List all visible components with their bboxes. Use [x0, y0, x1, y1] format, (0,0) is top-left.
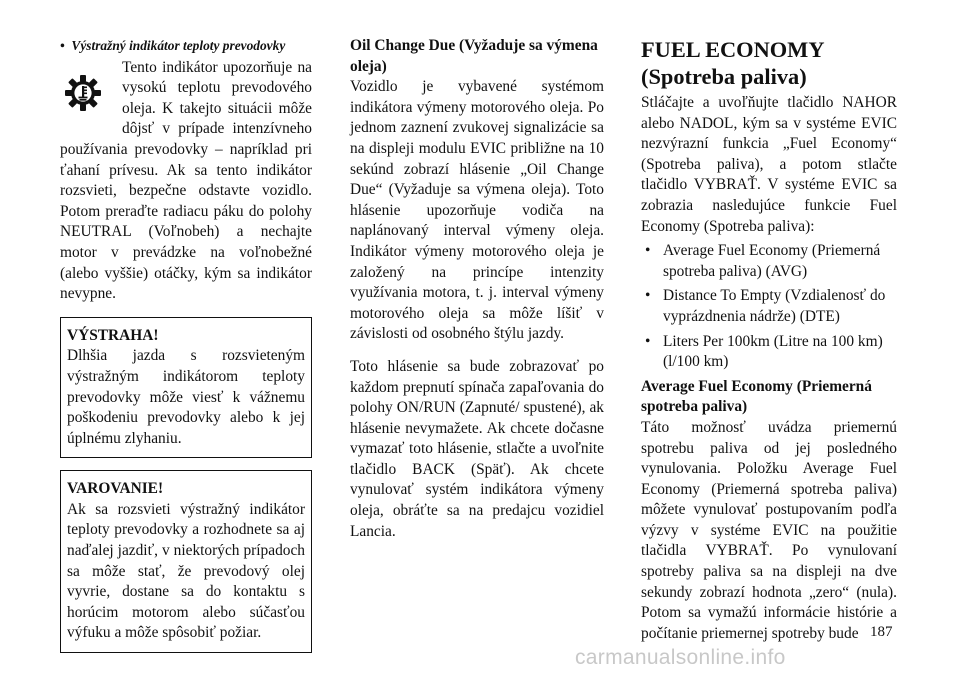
- page-number: 187: [870, 624, 893, 640]
- transmission-warning-title: Výstražný indikátor teploty prevodovky: [71, 38, 286, 53]
- caution-text: Ak sa rozsvieti výstražný indikátor teploty prevodovky a rozhodnete sa aj naďalej jazdiť, v niektorých prípadoch sa môže stať, že prevodový olej vyvrie, dostane sa do kontaktu s horúcim motorom alebo súčasťou výfuku a môže spôsobiť požiar.: [67, 500, 305, 642]
- transmission-temperature-icon: [60, 58, 122, 134]
- middle-column: [350, 36, 604, 542]
- list-item: • Average Fuel Economy (Priemerná spotreba paliva) (AVG): [641, 241, 897, 282]
- watermark: carmanualsonline.info: [575, 646, 786, 669]
- fuel-economy-intro: Stláčajte a uvoľňujte tlačidlo NAHOR alebo NADOL, kým sa v systéme EVIC nezvýrazní funkcia „Fuel Economy“ (Spotreba paliva), a potom stlačte tlačidlo VYBRAŤ. V systéme EVIC sa zobrazia nasledujúce funkcie Fuel Economy (Spotreba paliva):: [641, 94, 897, 235]
- caution-title: VAROVANIE!: [67, 480, 164, 498]
- bullet-symbol: •: [60, 38, 65, 53]
- caution-box: [60, 470, 312, 653]
- warning-box: [60, 317, 312, 459]
- bullet-heading: [60, 36, 312, 57]
- left-column: [60, 36, 312, 653]
- warning-text: Dlhšia jazda s rozsvieteným výstražným indikátorom teploty prevodovky môže viesť k vážnemu poškodeniu prevodovky alebo k jej úplnému zlyhaniu.: [67, 347, 305, 447]
- fuel-economy-heading: FUEL ECONOMY (Spotreba paliva): [641, 37, 824, 89]
- fuel-economy-list: [641, 241, 897, 373]
- average-fuel-economy-heading: Average Fuel Economy (Priemerná spotreba paliva): [641, 377, 872, 416]
- oil-change-heading: Oil Change Due (Vyžaduje sa výmena oleja): [350, 37, 598, 75]
- list-item: • Liters Per 100km (Litre na 100 km) (l/100 km): [641, 332, 897, 373]
- transmission-warning-text: Tento indikátor upozorňuje na vysokú teplotu prevodového oleja. K takejto situácii môže dôjsť v prípade intenzívneho používania prevodovky – napríklad pri ťahaní prívesu. Ak sa tento indikátor rozsvieti, bezpečne odstavte vozidlo. Potom preraďte radiacu páku do polohy NEUTRAL (Voľnobeh) a nechajte motor v prevádzke na voľnobežné (alebo vyššie) otáčky, kým sa indikátor nevypne.: [60, 58, 312, 303]
- oil-change-paragraph-1: Vozidlo je vybavené systémom indikátora výmeny motorového oleja. Po jednom zaznení zvukovej signalizácie sa na displeji modulu EVIC približne na 10 sekúnd zobrazí hlásenie „Oil Change Due“ (Vyžaduje sa výmena oleja). Toto hlásenie upozorňuje vodiča na naplánovaný interval výmeny oleja. Indikátor výmeny motorového oleja je založený na princípe intenzity využívania motora, t. j. interval výmeny motorového oleja sa môže líšiť v závislosti od osobného štýlu jazdy.: [350, 78, 604, 343]
- average-fuel-economy-text: Táto možnosť uvádza priemernú spotrebu paliva od jej posledného vynulovania. Položku Average Fuel Economy (Priemerná spotreba paliva) môžete vynulovať postupovaním podľa výzvy v systéme EVIC na použitie tlačidla VYBRAŤ. Po vynulovaní spotreby paliva sa na displeji na dve sekundy zobrazí hodnota „zero“ (nula). Potom sa vymažú informácie histórie a počítanie priemernej spotreby bude: [641, 418, 897, 642]
- list-item: • Distance To Empty (Vzdialenosť do vyprázdnenia nádrže) (DTE): [641, 286, 897, 327]
- right-column: [641, 36, 897, 644]
- oil-change-paragraph-2: Toto hlásenie sa bude zobrazovať po každom prepnutí spínača zapaľovania do polohy ON/RUN (Zapnuté/ spustené), ak hlásenie nevymažete. Ak chcete dočasne vymazať toto hlásenie, stlačte a uvoľnite tlačidlo BACK (Späť). Ak chcete vynulovať systém indikátora výmeny oleja, obráťte sa na predajcu vozidiel Lancia.: [350, 357, 604, 540]
- warning-title: VÝSTRAHA!: [67, 326, 159, 344]
